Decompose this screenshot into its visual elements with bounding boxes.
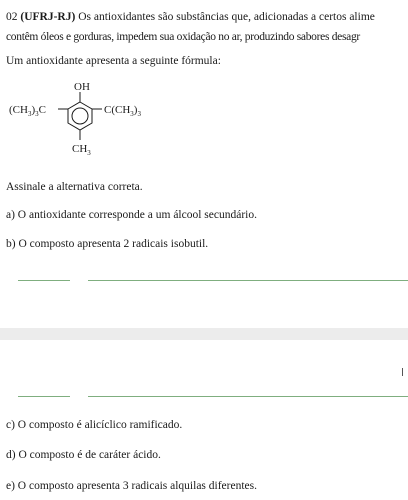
aromatic-circle (72, 108, 88, 124)
question-number: 02 (6, 11, 18, 23)
label-oh: OH (74, 81, 90, 93)
answer-line-short-1 (18, 280, 70, 281)
option-e: e) O composto apresenta 3 radicais alquilas diferentes. (6, 480, 257, 492)
question-source: (UFRJ-RJ) (20, 11, 76, 23)
label-right-group: $C(CH_3)_3$ (104, 104, 141, 118)
label-left-group: $(CH_3)_3C$ (9, 104, 46, 118)
option-b: b) O composto apresenta 2 radicais isobutil. (6, 238, 209, 250)
stray-mark (402, 368, 403, 376)
formula-intro: Um antioxidante apresenta a seguinte fórmula: (6, 55, 221, 67)
label-ch3: $CH_3$ (72, 143, 91, 157)
answer-line-short-2 (18, 396, 70, 397)
section-divider-band (0, 328, 408, 340)
option-d: d) O composto é de caráter ácido. (6, 449, 161, 461)
question-intro: Os antioxidantes são substâncias que, adicionadas a certos alime (78, 11, 375, 23)
answer-line-long-1 (88, 280, 408, 281)
option-c: c) O composto é alicíclico ramificado. (6, 419, 183, 431)
option-a: a) O antioxidante corresponde a um álcool secundário. (6, 209, 257, 221)
question-header (6, 10, 375, 24)
antioxidant-structure (4, 80, 184, 166)
answer-line-long-2 (88, 396, 408, 397)
question-prompt: Assinale a alternativa correta. (6, 181, 143, 193)
question-continuation: contêm óleos e gorduras, impedem sua oxidação no ar, produzindo sabores desagr (6, 31, 360, 43)
